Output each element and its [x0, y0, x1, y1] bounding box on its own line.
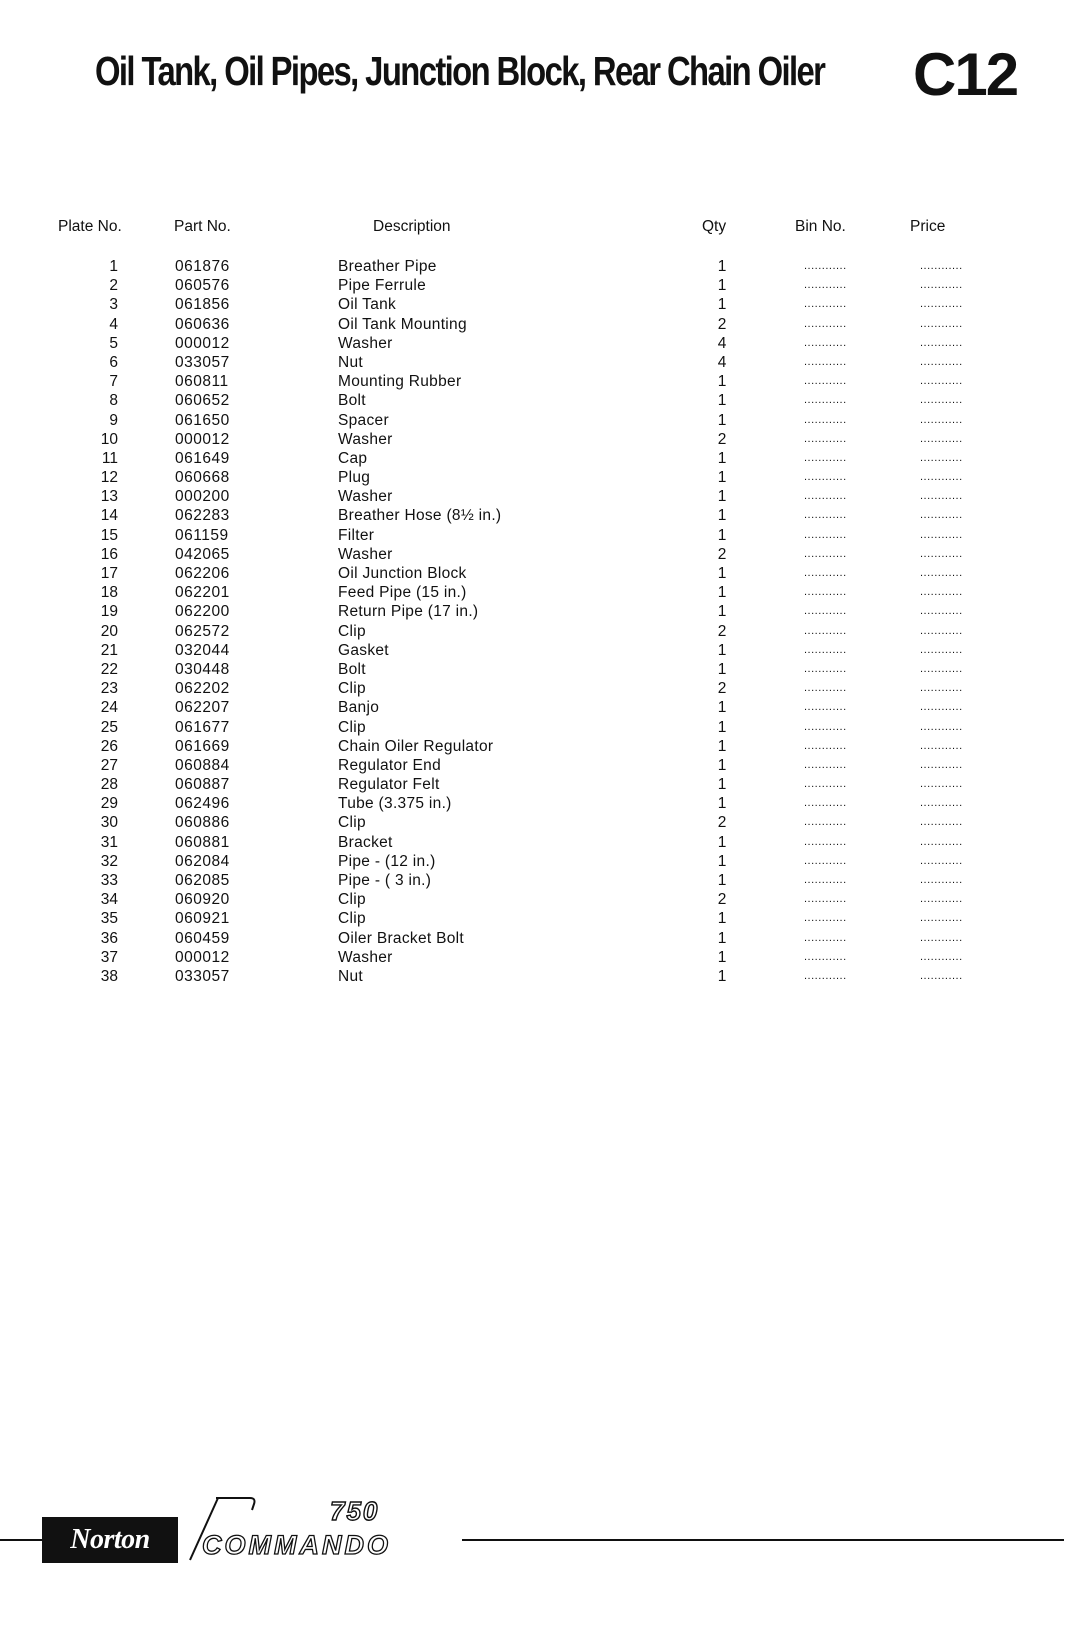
quantity: 2 — [717, 430, 727, 448]
bin-number-blank: ............ — [804, 912, 847, 925]
table-row — [0, 909, 1080, 928]
plate-number: 32 — [100, 852, 118, 870]
plate-number: 12 — [100, 469, 118, 487]
part-number: 060884 — [175, 756, 230, 774]
table-row — [0, 622, 1080, 641]
footer-rule-right — [462, 1539, 1064, 1541]
quantity: 1 — [717, 795, 727, 813]
plate-number: 18 — [100, 584, 118, 602]
bin-number-blank: ............ — [804, 931, 847, 944]
part-number: 060887 — [175, 776, 230, 794]
part-number: 062496 — [175, 795, 230, 813]
bin-number-blank: ............ — [804, 874, 847, 886]
quantity: 2 — [717, 680, 727, 698]
price-blank: ............ — [920, 413, 963, 426]
part-number: 060886 — [175, 814, 230, 832]
part-description: Nut — [338, 353, 364, 371]
part-description: Washer — [338, 430, 393, 448]
part-number: 060636 — [175, 315, 230, 333]
plate-number: 11 — [101, 449, 118, 467]
part-description: Washer — [338, 545, 393, 563]
table-row — [0, 295, 1080, 314]
plate-number: 24 — [100, 699, 118, 717]
bin-number-blank: ............ — [804, 950, 847, 963]
part-description: Oil Tank Mounting — [338, 315, 467, 333]
bin-number-blank: ............ — [804, 528, 847, 541]
part-description: Breather Hose (8½ in.) — [338, 507, 502, 525]
part-description: Clip — [338, 680, 366, 698]
part-description: Regulator Felt — [338, 776, 440, 794]
price-blank: ............ — [920, 298, 963, 311]
bin-number-blank: ............ — [804, 547, 847, 560]
plate-number: 28 — [100, 776, 118, 794]
quantity: 1 — [717, 488, 727, 506]
part-number: 062202 — [175, 680, 230, 698]
price-blank: ............ — [920, 394, 963, 407]
quantity: 1 — [717, 277, 727, 295]
price-blank: ............ — [920, 432, 963, 445]
part-description: Pipe Ferrule — [338, 277, 427, 295]
table-row — [0, 775, 1080, 794]
part-number: 062207 — [175, 699, 230, 717]
bin-number-blank: ............ — [804, 624, 847, 637]
part-number: 062206 — [175, 565, 230, 582]
plate-number: 33 — [100, 872, 118, 889]
plate-number: 37 — [100, 948, 118, 966]
quantity: 1 — [717, 641, 727, 659]
part-description: Tube (3.375 in.) — [338, 795, 452, 813]
plate-number: 23 — [100, 680, 118, 698]
price-blank: ............ — [920, 758, 963, 771]
bin-number-blank: ............ — [804, 854, 847, 867]
price-blank: ............ — [920, 874, 963, 886]
price-blank: ............ — [920, 854, 963, 867]
table-row — [0, 276, 1080, 295]
bin-number-blank: ............ — [804, 662, 847, 675]
table-row — [0, 449, 1080, 468]
part-number: 062085 — [175, 872, 230, 889]
plate-number: 17 — [100, 565, 118, 582]
quantity: 4 — [717, 334, 727, 352]
bin-number-blank: ............ — [804, 317, 847, 330]
price-blank: ............ — [920, 893, 963, 906]
quantity: 1 — [717, 603, 727, 621]
model-number: 750 — [330, 1496, 380, 1526]
table-row — [0, 315, 1080, 334]
part-description: Washer — [338, 334, 393, 352]
plate-number: 7 — [109, 373, 118, 391]
col-qty-header: Qty — [702, 218, 727, 235]
part-description: Clip — [338, 814, 366, 832]
plate-number: 21 — [100, 641, 118, 659]
commando-750-logo — [180, 1490, 470, 1562]
price-blank: ............ — [920, 375, 963, 388]
bin-number-blank: ............ — [804, 509, 847, 522]
part-description: Clip — [338, 910, 366, 928]
part-number: 060576 — [175, 277, 230, 295]
quantity: 2 — [717, 622, 727, 640]
quantity: 2 — [717, 315, 727, 333]
part-description: Feed Pipe (15 in.) — [338, 584, 467, 602]
part-number: 061159 — [175, 526, 229, 544]
price-blank: ............ — [920, 912, 963, 925]
part-number: 060652 — [175, 392, 230, 410]
plate-number: 14 — [100, 507, 118, 525]
plate-number: 38 — [100, 967, 118, 985]
table-row — [0, 794, 1080, 813]
table-row — [0, 718, 1080, 737]
price-blank: ............ — [920, 950, 963, 963]
price-blank: ............ — [920, 509, 963, 522]
table-row — [0, 468, 1080, 487]
part-number: 060668 — [175, 469, 230, 487]
bin-number-blank: ............ — [804, 260, 847, 272]
part-description: Washer — [338, 948, 393, 966]
quantity: 2 — [717, 545, 727, 563]
part-description: Filter — [338, 526, 375, 544]
part-number: 062283 — [175, 507, 230, 525]
table-header — [0, 218, 1080, 242]
bin-number-blank: ............ — [804, 893, 847, 906]
part-number: 060920 — [175, 891, 230, 909]
plate-number: 13 — [100, 488, 118, 506]
bin-number-blank: ............ — [804, 336, 847, 349]
plate-number: 20 — [100, 622, 118, 640]
bin-number-blank: ............ — [804, 279, 847, 292]
part-number: 060921 — [175, 910, 230, 928]
part-number: 000012 — [175, 334, 230, 352]
bin-number-blank: ............ — [804, 490, 847, 503]
part-description: Regulator End — [338, 756, 441, 774]
quantity: 1 — [717, 392, 727, 410]
table-row — [0, 871, 1080, 890]
price-blank: ............ — [920, 931, 963, 944]
part-number: 062200 — [175, 603, 230, 621]
price-blank: ............ — [920, 701, 963, 714]
plate-number: 30 — [100, 814, 118, 832]
quantity: 1 — [717, 411, 727, 429]
norton-logo — [42, 1517, 178, 1563]
part-number: 060459 — [175, 929, 230, 947]
table-row — [0, 545, 1080, 564]
part-number: 000012 — [175, 948, 230, 966]
bin-number-blank: ............ — [804, 586, 847, 599]
part-number: 061650 — [175, 411, 230, 429]
page-title: Oil Tank, Oil Pipes, Junction Block, Rear Chain Oiler — [95, 48, 825, 94]
price-blank: ............ — [920, 490, 963, 503]
plate-number: 16 — [100, 545, 118, 563]
part-description: Clip — [338, 622, 366, 640]
bin-number-blank: ............ — [804, 394, 847, 407]
table-row — [0, 257, 1080, 276]
bin-number-blank: ............ — [804, 816, 847, 829]
col-part-header: Part No. — [174, 218, 231, 235]
quantity: 1 — [717, 699, 727, 717]
part-number: 062084 — [175, 852, 230, 870]
price-blank: ............ — [920, 739, 963, 752]
part-number: 030448 — [175, 660, 230, 678]
plate-number: 19 — [100, 603, 118, 621]
quantity: 1 — [717, 469, 727, 487]
part-number: 061856 — [175, 296, 230, 314]
table-row — [0, 583, 1080, 602]
part-description: Gasket — [338, 641, 389, 659]
quantity: 1 — [717, 660, 727, 678]
plate-number: 9 — [109, 411, 118, 429]
quantity: 1 — [717, 948, 727, 966]
part-description: Cap — [338, 449, 368, 467]
bin-number-blank: ............ — [804, 413, 847, 426]
bin-number-blank: ............ — [804, 701, 847, 714]
part-description: Chain Oiler Regulator — [338, 737, 494, 755]
col-price-header: Price — [910, 218, 946, 235]
table-row — [0, 334, 1080, 353]
price-blank: ............ — [920, 279, 963, 292]
price-blank: ............ — [920, 682, 963, 695]
table-row — [0, 890, 1080, 909]
price-blank: ............ — [920, 624, 963, 637]
price-blank: ............ — [920, 816, 963, 829]
table-row — [0, 929, 1080, 948]
part-number: 060881 — [175, 833, 230, 851]
table-row — [0, 602, 1080, 621]
table-row — [0, 756, 1080, 775]
part-description: Breather Pipe — [338, 258, 437, 275]
table-row — [0, 660, 1080, 679]
plate-number: 35 — [100, 910, 118, 928]
part-description: Oil Junction Block — [338, 565, 467, 582]
part-number: 000012 — [175, 430, 230, 448]
price-blank: ............ — [920, 317, 963, 330]
brand-name: Norton — [70, 1524, 150, 1555]
footer-rule-left — [0, 1539, 42, 1541]
part-number: 061669 — [175, 737, 230, 755]
bin-number-blank: ............ — [804, 375, 847, 388]
quantity: 1 — [717, 526, 727, 544]
quantity: 4 — [717, 353, 727, 371]
part-number: 061876 — [175, 258, 230, 275]
table-row — [0, 411, 1080, 430]
plate-number: 29 — [100, 795, 118, 813]
bin-number-blank: ............ — [804, 355, 847, 368]
quantity: 2 — [717, 891, 727, 909]
part-number: 032044 — [175, 641, 230, 659]
quantity: 1 — [717, 258, 727, 275]
quantity: 1 — [717, 373, 727, 391]
plate-number: 31 — [100, 833, 118, 851]
bin-number-blank: ............ — [804, 969, 847, 982]
bin-number-blank: ............ — [804, 797, 847, 810]
bin-number-blank: ............ — [804, 451, 847, 464]
part-number: 062201 — [175, 584, 230, 602]
quantity: 1 — [717, 584, 727, 602]
table-row — [0, 506, 1080, 525]
bin-number-blank: ............ — [804, 682, 847, 695]
quantity: 1 — [717, 507, 727, 525]
bin-number-blank: ............ — [804, 739, 847, 752]
part-description: Pipe - ( 3 in.) — [338, 872, 432, 889]
plate-number: 26 — [100, 737, 118, 755]
bin-number-blank: ............ — [804, 835, 847, 848]
table-row — [0, 813, 1080, 832]
col-description-header: Description — [373, 218, 451, 235]
bin-number-blank: ............ — [804, 778, 847, 791]
part-description: Pipe - (12 in.) — [338, 852, 436, 870]
price-blank: ............ — [920, 547, 963, 560]
quantity: 1 — [717, 776, 727, 794]
quantity: 1 — [717, 929, 727, 947]
quantity: 1 — [717, 872, 727, 889]
section-code: C12 — [913, 41, 1018, 108]
plate-number: 4 — [109, 315, 118, 333]
price-blank: ............ — [920, 567, 963, 579]
part-description: Bolt — [338, 392, 366, 410]
part-description: Bracket — [338, 833, 393, 851]
price-blank: ............ — [920, 586, 963, 599]
price-blank: ............ — [920, 778, 963, 791]
part-number: 000200 — [175, 488, 230, 506]
plate-number: 3 — [109, 296, 118, 314]
price-blank: ............ — [920, 451, 963, 464]
quantity: 1 — [717, 737, 727, 755]
quantity: 1 — [717, 910, 727, 928]
table-row — [0, 698, 1080, 717]
footer — [0, 1490, 1080, 1560]
price-blank: ............ — [920, 471, 963, 484]
table-row — [0, 526, 1080, 545]
bin-number-blank: ............ — [804, 605, 847, 618]
price-blank: ............ — [920, 355, 963, 368]
plate-number: 2 — [109, 277, 118, 295]
part-number: 060811 — [175, 373, 229, 391]
bin-number-blank: ............ — [804, 298, 847, 311]
price-blank: ............ — [920, 720, 963, 733]
quantity: 1 — [717, 756, 727, 774]
table-row — [0, 967, 1080, 986]
table-row — [0, 564, 1080, 583]
table-row — [0, 487, 1080, 506]
part-number: 033057 — [175, 353, 230, 371]
plate-number: 27 — [100, 756, 118, 774]
part-description: Plug — [338, 469, 371, 487]
part-description: Return Pipe (17 in.) — [338, 603, 479, 621]
quantity: 1 — [717, 718, 727, 736]
part-description: Nut — [338, 967, 364, 985]
part-description: Oil Tank — [338, 296, 397, 314]
quantity: 1 — [717, 967, 727, 985]
price-blank: ............ — [920, 605, 963, 618]
table-row — [0, 948, 1080, 967]
part-number: 062572 — [175, 622, 230, 640]
part-description: Banjo — [338, 699, 380, 717]
table-row — [0, 353, 1080, 372]
bin-number-blank: ............ — [804, 567, 847, 579]
price-blank: ............ — [920, 643, 963, 656]
price-blank: ............ — [920, 528, 963, 541]
plate-number: 6 — [109, 353, 118, 371]
plate-number: 5 — [109, 334, 118, 352]
part-description: Clip — [338, 891, 366, 909]
plate-number: 10 — [100, 430, 118, 448]
table-row — [0, 833, 1080, 852]
col-plate-header: Plate No. — [58, 218, 122, 235]
table-row — [0, 430, 1080, 449]
price-blank: ............ — [920, 797, 963, 810]
price-blank: ............ — [920, 336, 963, 349]
bin-number-blank: ............ — [804, 720, 847, 733]
plate-number: 15 — [100, 526, 118, 544]
price-blank: ............ — [920, 969, 963, 982]
plate-number: 25 — [100, 718, 118, 736]
part-description: Mounting Rubber — [338, 373, 462, 391]
quantity: 1 — [717, 833, 727, 851]
part-description: Spacer — [338, 411, 389, 429]
price-blank: ............ — [920, 260, 963, 272]
bin-number-blank: ............ — [804, 643, 847, 656]
table-row — [0, 679, 1080, 698]
table-row — [0, 852, 1080, 871]
quantity: 1 — [717, 449, 727, 467]
quantity: 1 — [717, 296, 727, 314]
part-number: 061649 — [175, 449, 230, 467]
price-blank: ............ — [920, 835, 963, 848]
part-number: 033057 — [175, 967, 230, 985]
part-description: Clip — [338, 718, 366, 736]
table-row — [0, 372, 1080, 391]
bin-number-blank: ............ — [804, 471, 847, 484]
plate-number: 22 — [100, 660, 118, 678]
part-number: 061677 — [175, 718, 230, 736]
table-row — [0, 391, 1080, 410]
part-description: Oiler Bracket Bolt — [338, 929, 464, 947]
model-name: COMMANDO — [202, 1530, 391, 1560]
col-bin-header: Bin No. — [795, 218, 846, 235]
quantity: 1 — [717, 852, 727, 870]
part-description: Washer — [338, 488, 393, 506]
plate-number: 1 — [109, 258, 118, 275]
part-description: Bolt — [338, 660, 366, 678]
table-row — [0, 737, 1080, 756]
quantity: 2 — [717, 814, 727, 832]
parts-table — [0, 257, 1080, 986]
bin-number-blank: ............ — [804, 432, 847, 445]
plate-number: 34 — [100, 891, 118, 909]
plate-number: 8 — [109, 392, 118, 410]
table-row — [0, 641, 1080, 660]
part-number: 042065 — [175, 545, 230, 563]
price-blank: ............ — [920, 662, 963, 675]
plate-number: 36 — [100, 929, 118, 947]
bin-number-blank: ............ — [804, 758, 847, 771]
quantity: 1 — [717, 565, 727, 582]
